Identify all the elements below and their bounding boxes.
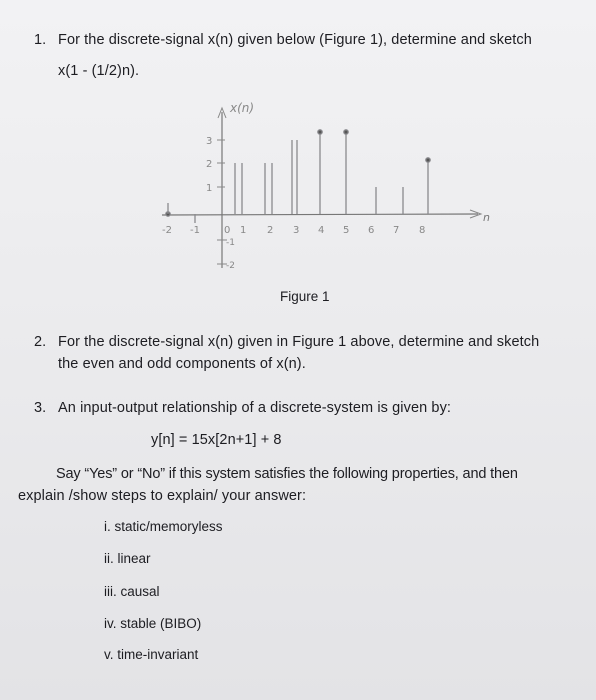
n-axis [162,214,478,215]
y-ticks [206,136,235,271]
property-time-invariant: v. time-invariant [104,647,199,662]
n-axis-label: n [483,211,490,224]
q1-text-line2: x(1 - (1/2)n). [58,63,140,79]
property-static: i. static/memoryless [104,519,223,534]
x-tick-neg2: -2 [162,225,172,236]
x-ticks [162,225,425,236]
x-tick-4: 4 [318,225,325,236]
q3-text-line2: Say “Yes” or “No” if this system satisfies the following properties, and then [56,466,518,482]
q2-text-line2: the even and odd components of x(n). [58,356,306,372]
figure-1-stem-plot [140,90,500,280]
x-tick-1: 1 [240,225,247,236]
q2-text-line1: For the discrete-signal x(n) given in Figure 1 above, determine and sketch [58,334,540,350]
q3-text-line1: An input-output relationship of a discrete-system is given by: [58,400,452,416]
y-tick-neg2: -2 [226,261,235,271]
x-tick-2: 2 [267,225,274,236]
property-linear: ii. linear [104,551,151,566]
sample-dot [318,130,322,134]
sample-dot [344,130,348,134]
y-tick-neg1: -1 [226,238,235,248]
x-tick-3: 3 [293,225,300,236]
q2-number: 2. [34,334,47,350]
x-tick-6: 6 [368,225,375,236]
property-causal: iii. causal [104,584,160,599]
y-tick-1: 1 [206,183,213,194]
q3-number: 3. [34,400,47,416]
sample-dot [426,158,430,162]
y-tick-3: 3 [206,136,213,147]
x-tick-0: 0 [224,225,231,236]
y-tick-2: 2 [206,159,213,170]
q1-text-line1: For the discrete-signal x(n) given below (Figure 1), determine and sketch [58,32,532,48]
x-tick-neg1: -1 [190,225,200,236]
q3-equation: y[n] = 15x[2n+1] + 8 [151,432,282,448]
x-tick-5: 5 [343,225,350,236]
q3-text-line3: explain /show steps to explain/ your answer: [18,488,307,504]
x-tick-7: 7 [393,225,400,236]
q1-number: 1. [34,32,47,48]
figure-caption: Figure 1 [280,289,330,304]
signal-label: x(n) [230,101,255,115]
property-stable: iv. stable (BIBO) [104,616,202,631]
x-tick-8: 8 [419,225,426,236]
